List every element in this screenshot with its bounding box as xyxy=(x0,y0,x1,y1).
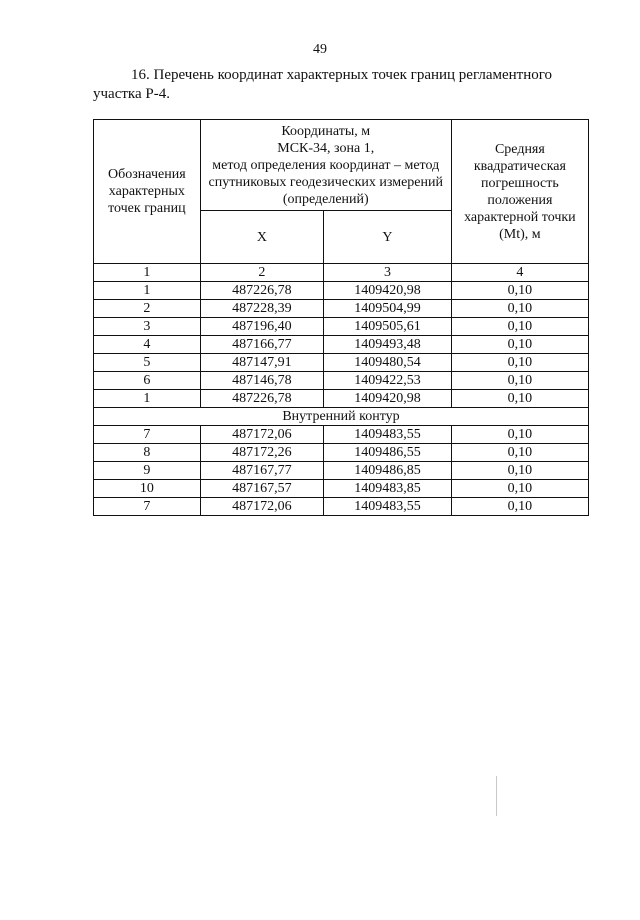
y-value: 1409483,55 xyxy=(324,498,452,516)
point-id: 4 xyxy=(94,336,201,354)
x-value: 487146,78 xyxy=(200,372,323,390)
point-id: 7 xyxy=(94,426,201,444)
accuracy-header-line: Средняя xyxy=(494,141,545,157)
column-index-row xyxy=(94,264,589,282)
x-value: 487172,06 xyxy=(200,426,323,444)
x-value: 487172,26 xyxy=(200,444,323,462)
x-value: 487167,77 xyxy=(200,462,323,480)
inner-contour-label: Внутренний контур xyxy=(94,408,589,426)
point-id: 3 xyxy=(94,318,201,336)
point-id: 7 xyxy=(94,498,201,516)
y-value: 1409483,85 xyxy=(324,480,452,498)
point-id: 1 xyxy=(94,282,201,300)
heading-line-1: 16. Перечень координат характерных точек границ регламентного xyxy=(131,67,553,83)
x-value: 487226,78 xyxy=(200,282,323,300)
accuracy-header-line: погрешность xyxy=(480,175,559,191)
y-header: Y xyxy=(324,211,452,264)
coordinates-header xyxy=(200,120,451,211)
column-index: 4 xyxy=(451,264,588,282)
table-row xyxy=(94,336,589,354)
y-value: 1409504,99 xyxy=(324,300,452,318)
table-row xyxy=(94,318,589,336)
table-row xyxy=(94,462,589,480)
x-value: 487172,06 xyxy=(200,498,323,516)
point-id: 2 xyxy=(94,300,201,318)
x-value: 487196,40 xyxy=(200,318,323,336)
point-id: 9 xyxy=(94,462,201,480)
y-value: 1409422,53 xyxy=(324,372,452,390)
point-designation-header: Обозначения характерных точек границ xyxy=(94,120,201,264)
mt-value: 0,10 xyxy=(451,444,588,462)
table-row xyxy=(94,300,589,318)
accuracy-header xyxy=(451,120,588,264)
coordinates-table xyxy=(93,119,589,516)
mt-value: 0,10 xyxy=(451,354,588,372)
coordinates-header-line: МСК-34, зона 1, xyxy=(277,140,375,156)
mt-value: 0,10 xyxy=(451,480,588,498)
x-value: 487228,39 xyxy=(200,300,323,318)
point-id: 6 xyxy=(94,372,201,390)
table-row xyxy=(94,498,589,516)
y-value: 1409420,98 xyxy=(324,390,452,408)
table-row xyxy=(94,480,589,498)
coordinates-header-line: Координаты, м xyxy=(281,123,371,139)
table-row xyxy=(94,354,589,372)
mt-value: 0,10 xyxy=(451,426,588,444)
mt-value: 0,10 xyxy=(451,336,588,354)
mt-value: 0,10 xyxy=(451,372,588,390)
section-heading xyxy=(93,66,589,104)
y-value: 1409486,55 xyxy=(324,444,452,462)
y-value: 1409480,54 xyxy=(324,354,452,372)
point-id: 5 xyxy=(94,354,201,372)
column-index: 2 xyxy=(200,264,323,282)
inner-contour-section-row xyxy=(94,408,589,426)
table-row xyxy=(94,444,589,462)
table-row xyxy=(94,426,589,444)
point-id: 10 xyxy=(94,480,201,498)
mt-value: 0,10 xyxy=(451,390,588,408)
table-row xyxy=(94,372,589,390)
x-value: 487166,77 xyxy=(200,336,323,354)
mt-value: 0,10 xyxy=(451,498,588,516)
coordinates-header-line: метод определения координат – метод xyxy=(212,157,440,173)
page-number: 49 xyxy=(313,42,327,57)
point-id: 1 xyxy=(94,390,201,408)
x-value: 487167,57 xyxy=(200,480,323,498)
coordinates-header-line: (определений) xyxy=(282,191,369,207)
x-value: 487147,91 xyxy=(200,354,323,372)
scan-artifact-line xyxy=(496,776,497,816)
mt-value: 0,10 xyxy=(451,318,588,336)
y-value: 1409420,98 xyxy=(324,282,452,300)
y-value: 1409483,55 xyxy=(324,426,452,444)
mt-value: 0,10 xyxy=(451,282,588,300)
heading-line-2: участка Р-4. xyxy=(93,86,170,102)
x-header: X xyxy=(200,211,323,264)
y-value: 1409493,48 xyxy=(324,336,452,354)
accuracy-header-line: положения xyxy=(487,192,553,208)
accuracy-header-line: (Mt), м xyxy=(499,226,541,242)
y-value: 1409505,61 xyxy=(324,318,452,336)
mt-value: 0,10 xyxy=(451,300,588,318)
mt-value: 0,10 xyxy=(451,462,588,480)
accuracy-header-line: квадратическая xyxy=(473,158,566,174)
table-row xyxy=(94,390,589,408)
point-id: 8 xyxy=(94,444,201,462)
table-row xyxy=(94,282,589,300)
x-value: 487226,78 xyxy=(200,390,323,408)
coordinates-header-line: спутниковых геодезических измерений xyxy=(208,174,443,190)
y-value: 1409486,85 xyxy=(324,462,452,480)
accuracy-header-line: характерной точки xyxy=(464,209,576,225)
column-index: 3 xyxy=(324,264,452,282)
column-index: 1 xyxy=(94,264,201,282)
